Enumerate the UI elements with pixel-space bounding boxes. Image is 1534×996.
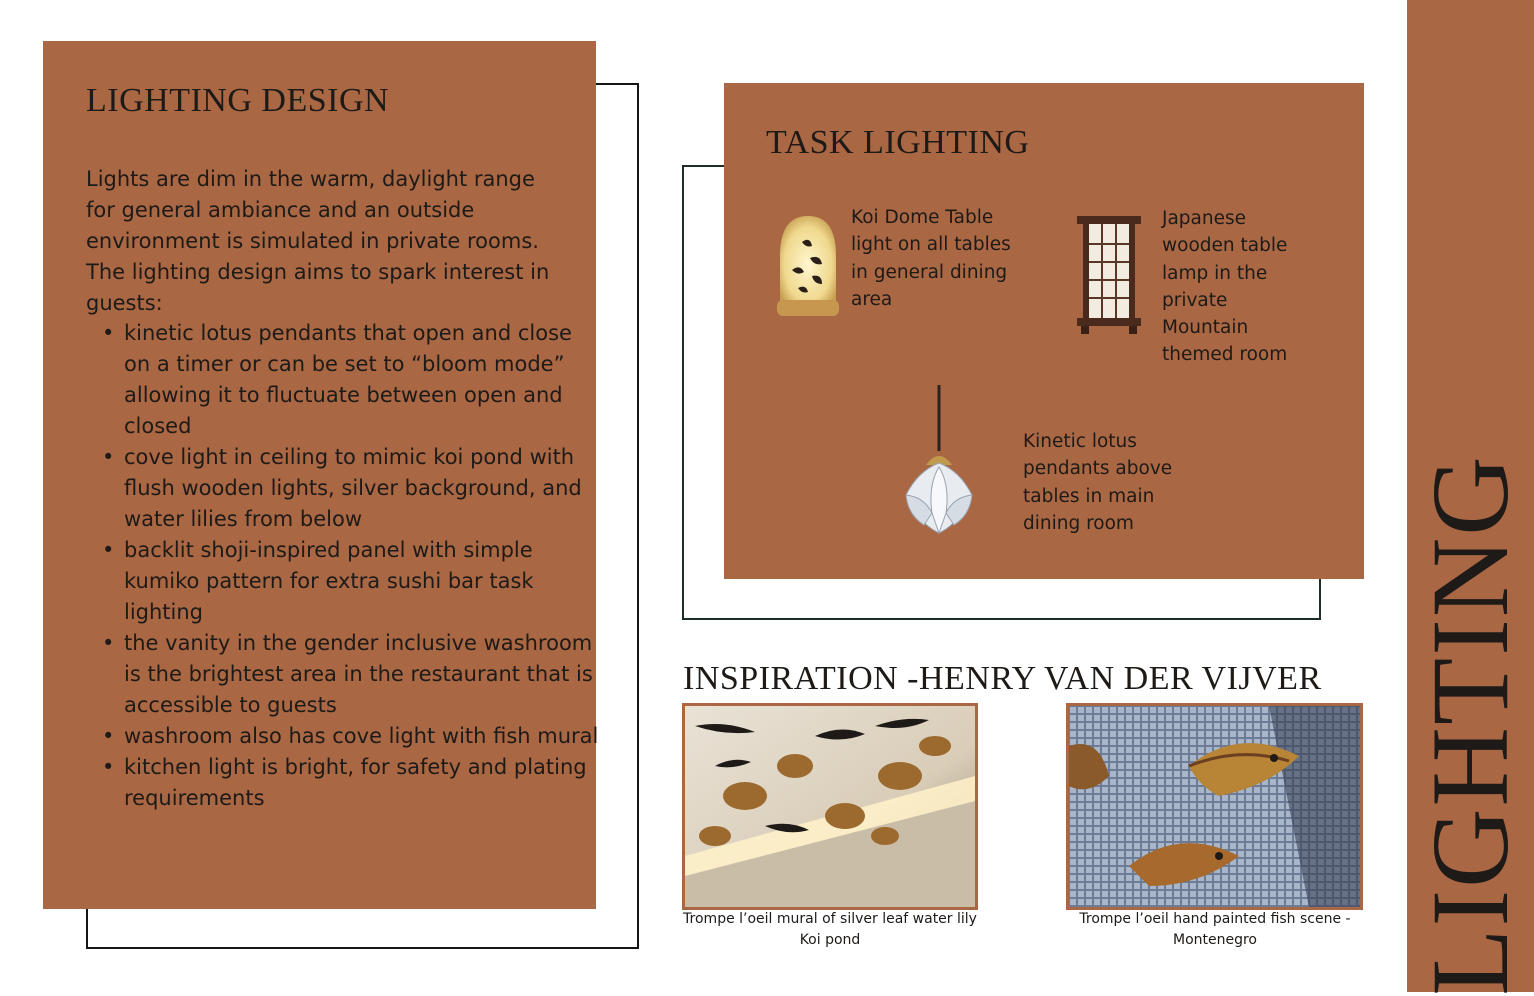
koi-dome-lamp-icon bbox=[772, 212, 844, 320]
japanese-wooden-lamp-text: Japanese wooden table lamp in the private Mountain themed room bbox=[1162, 208, 1288, 366]
japanese-wooden-lamp-icon bbox=[1075, 214, 1143, 336]
bullet-item: • kinetic lotus pendants that open and close on a timer or can be set to “bloom mode” allowing it to fluctuate between open and closed bbox=[124, 318, 599, 442]
lotus-pendant-text: Kinetic lotus pendants above tables in main dining room bbox=[1023, 431, 1173, 534]
side-label: LIGHTING bbox=[1409, 454, 1531, 996]
lighting-design-title: LIGHTING DESIGN bbox=[86, 82, 390, 119]
koi-pond-mural-caption: Trompe l’oeil mural of silver leaf water lily Koi pond bbox=[683, 911, 977, 948]
lighting-design-bullets bbox=[86, 318, 599, 814]
task-lighting-title: TASK LIGHTING bbox=[766, 124, 1030, 161]
koi-dome-lamp-text: Koi Dome Table light on all tables in general dining area bbox=[851, 207, 1011, 310]
fish-mosaic-photo bbox=[1066, 703, 1363, 910]
bullet-item: • washroom also has cove light with fish mural bbox=[124, 721, 599, 752]
inspiration-title: INSPIRATION -HENRY VAN DER VIJVER bbox=[683, 660, 1322, 697]
fish-mosaic-caption: Trompe l’oeil hand painted fish scene - Montenegro bbox=[1079, 911, 1351, 948]
lotus-pendant-icon bbox=[898, 385, 984, 537]
bullet-item: • the vanity in the gender inclusive washroom is the brightest area in the restaurant that is accessible to guests bbox=[124, 628, 599, 721]
koi-pond-mural-photo bbox=[682, 703, 978, 910]
bullet-item: • backlit shoji-inspired panel with simple kumiko pattern for extra sushi bar task lighting bbox=[124, 535, 599, 628]
bullet-item: • cove light in ceiling to mimic koi pond with flush wooden lights, silver background, and water lilies from below bbox=[124, 442, 599, 535]
bullet-item: • kitchen light is bright, for safety and plating requirements bbox=[124, 752, 599, 814]
lighting-design-intro: Lights are dim in the warm, daylight range for general ambiance and an outside environment is simulated in private rooms. The lighting design aims to spark interest in guests: bbox=[86, 167, 550, 315]
